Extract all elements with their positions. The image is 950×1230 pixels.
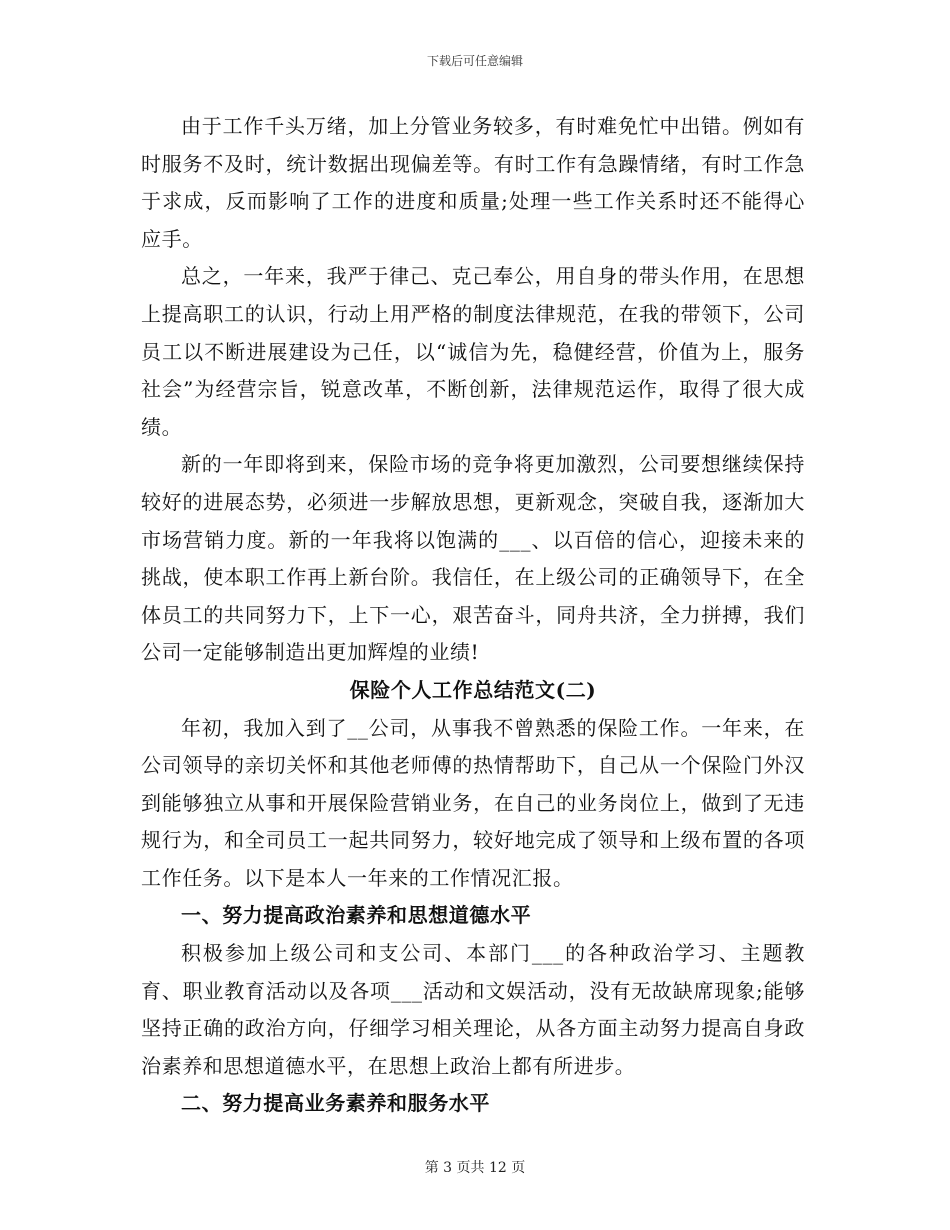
paragraph-4: 年初，我加入到了__公司，从事我不曾熟悉的保险工作。一年来，在公司领导的亲切关怀和其他老师傅的热情帮助下，自己从一个保险门外汉到能够独立从事和开展保险营销业务，在自己的业务岗位上，做到了无违规行为，和全司员工一起共同努力，较好地完成了领导和上级布置的各项工作任务。以下是本人一年来的工作情况汇报。: [141, 715, 805, 890]
paragraph-1: 由于工作千头万绪，加上分管业务较多，有时难免忙中出错。例如有时服务不及时，统计数据出现偏差等。有时工作有急躁情绪，有时工作急于求成，反而影响了工作的进度和质量;处理一些工作关系时还不能得心应手。: [141, 114, 805, 251]
paragraph-2: 总之，一年来，我严于律己、克己奉公，用自身的带头作用，在思想上提高职工的认识，行动上用严格的制度法律规范，在我的带领下，公司员工以不断进展建设为己任，以“诚信为先，稳健经营，价值为上，服务社会”为经营宗旨，锐意改革，不断创新，法律规范运作，取得了很大成绩。: [141, 264, 805, 439]
paragraph-3: 新的一年即将到来，保险市场的竞争将更加激烈，公司要想继续保持较好的进展态势，必须进一步解放思想，更新观念，突破自我，逐渐加大市场营销力度。新的一年我将以饱满的___、以百倍的信心，迎接未来的挑战，使本职工作再上新台阶。我信任，在上级公司的正确领导下，在全体员工的共同努力下，上下一心，艰苦奋斗，同舟共济，全力拼搏，我们公司一定能够制造出更加辉煌的业绩!: [141, 452, 805, 665]
section-title: 保险个人工作总结范文(二): [349, 677, 597, 702]
paragraph-5: 积极参加上级公司和支公司、本部门___的各种政治学习、主题教育、职业教育活动以及各项___活动和文娱活动，没有无故缺席现象;能够坚持正确的政治方向，仔细学习相关理论，从各方面主动努力提高自身政治素养和思想道德水平，在思想上政治上都有所进步。: [141, 941, 805, 1078]
page-header-note: 下载后可任意编辑: [426, 54, 523, 68]
heading-1: 一、努力提高政治素养和思想道德水平: [181, 903, 532, 928]
document-body: [141, 108, 805, 1123]
heading-2: 二、努力提高业务素养和服务水平: [181, 1091, 490, 1116]
page-footer-number: 第 3 页共 12 页: [424, 1160, 526, 1176]
